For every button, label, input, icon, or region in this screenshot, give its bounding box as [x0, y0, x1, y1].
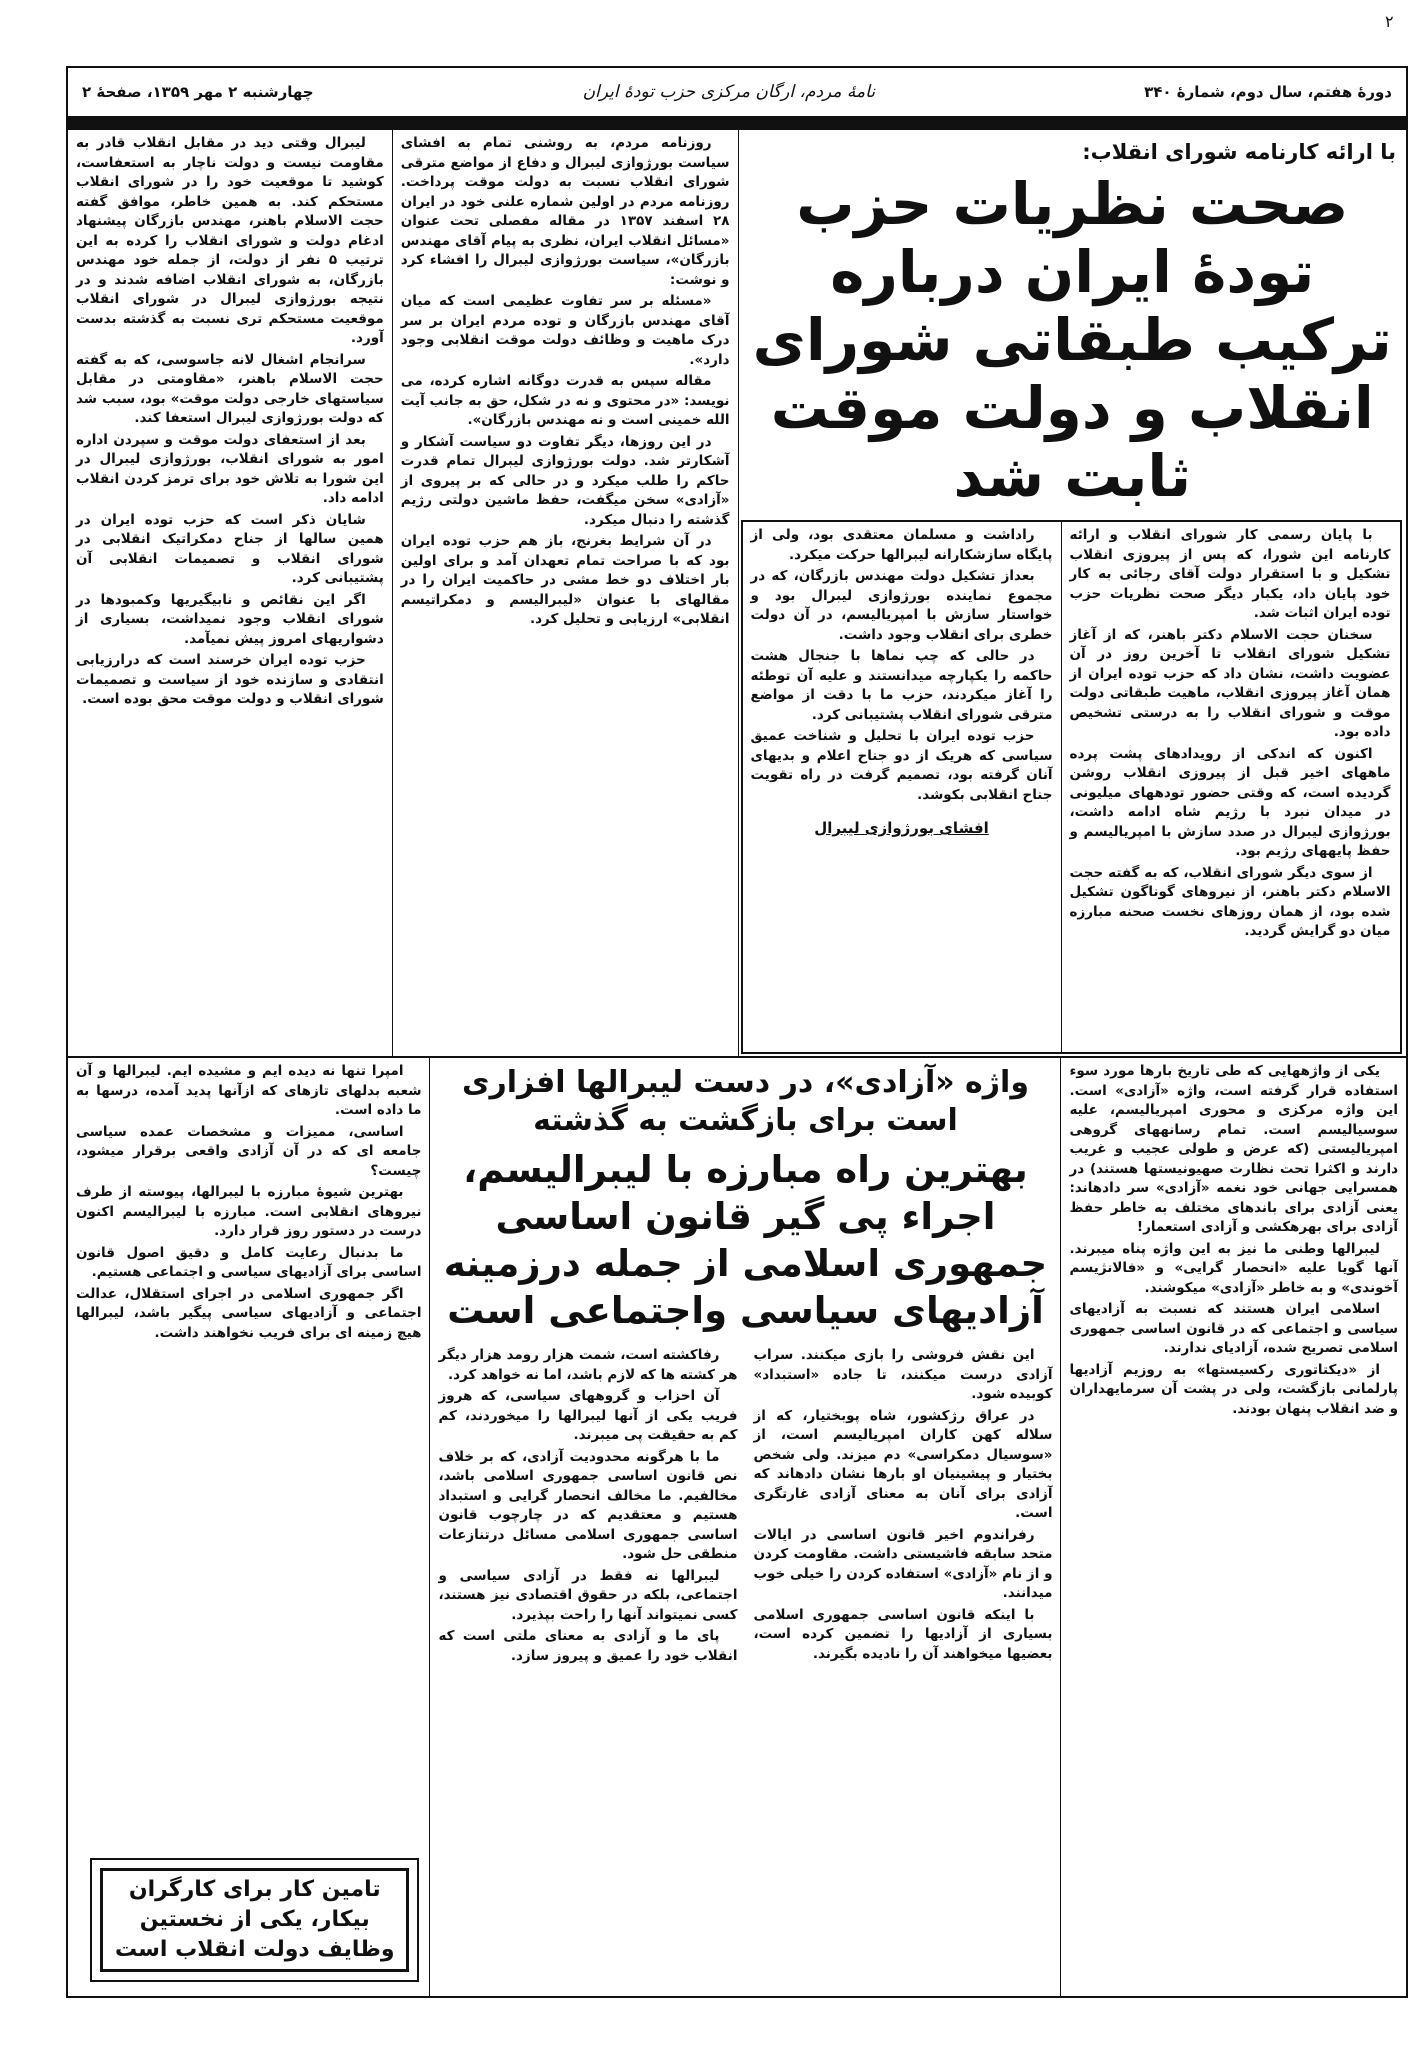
page-number: ۲	[1385, 12, 1394, 31]
paragraph: شایان ذکر است که حزب توده ایران در همین سالها از جناح دمکراتیک انقلابی در شورای انقلاب و تصمیمات انقلابی آن پشتیبانی کرد.	[76, 511, 384, 586]
paragraph: سخنان حجت الاسلام دکتر باهنر، که از آغاز تشکیل شورای انقلاب تا آخرین روز در آن عضویت داشت، نشان داد که حزب توده ایران از همان آغاز پیروزی انقلاب، ماهیت طبقاتی دولت موقت و شورای انقلاب را به درستی تشخیص داده بود.	[1069, 626, 1391, 740]
paragraph: «مسئله بر سر تفاوت عظیمی است که میان آقای مهندس بازرگان و توده مردم ایران بر سر درک ماهیت و وظائف دولت موقت انقلابی وجود دارد».	[400, 293, 730, 368]
paragraph: اساسی، ممیزات و مشخصات عمده سیاسی جامعه ای که در آن آزادی واقعی برقرار میشود، چیست؟	[76, 1123, 422, 1179]
article1-frame	[66, 128, 1408, 1058]
paragraph: رفراندوم اخیر قانون اساسی در ایالات متحد سابقه فاشیستی داشت. مقاومت کردن و از نام «آزادی» استفاده کردن را خیلی خوب میدانند.	[753, 1526, 1053, 1601]
paragraph: بهترین شیوهٔ مبارزه با لیبرالها، پیوسته از طرف نیروهای انقلابی است. مبارزه با لیبرالیسم اکنون درست در دستور روز قرار دارد.	[76, 1184, 422, 1239]
paragraph: لیبرالها وطنی ما نیز به این واژه پناه میبرند. آنها گویا علیه «انحصار گرایی» و «فالانژیسم آخوندی» و به خاطر «آزادی» میکوشند.	[1069, 1240, 1398, 1296]
paragraph: بعد از استعفای دولت موقت و سپردن اداره امور به شورای انقلاب، بورژوازی لیبرال در این شورا به تلاش خود برای ترمز کردن انقلاب ادامه داد.	[76, 431, 384, 506]
paragraph: سرانجام اشغال لانه جاسوسی، که به گفته حجت الاسلام باهنر، «مقاومتی در مقابل سیاستهای خارجی دولت موقت» بود، سبب شد که دولت بورژوازی لیبرال استعفا کند.	[76, 351, 384, 426]
paragraph: روزنامه مردم، به روشنی تمام به افشای سیاست بورژوازی لیبرال و دفاع از مواضع مترقی شورای انقلاب نسبت به دولت موقت پرداخت. روزنامه مردم در اولین شماره علنی خود در ایران ۲۸ اسفند ۱۳۵۷ در مقاله مفصلی تحت عنوان «مسائل انقلاب ایران، نظری به پیام آقای مهندس بازرگان»، سیاست بورژوازی لیبرال را افشاء کرد و نوشت:	[400, 135, 730, 288]
article1-kicker: با ارائه کارنامه شورای انقلاب:	[1082, 140, 1396, 164]
article1-subhead: افشای بورژوازی لیبرال	[814, 819, 989, 837]
masthead	[66, 66, 1408, 116]
paragraph: در این روزها، دیگر تفاوت دو سیاست آشکار و آشکارتر شد. دولت بورژوازی لیبرال تمام قدرت حاکم را طلب میکرد و در حالی که بر پیروی از «آزادی» سخن میگفت، حفظ ماشین دولتی رژیم گذشته را دنبال میکرد.	[400, 433, 730, 528]
paragraph: یکی از واژههایی که طی تاریخ بارها مورد سوء استفاده قرار گرفته است، واژه «آزادی» است. این واژه مرکزی و محوری امپریالیسم، علیه سوسیالیسم است. تمام رسانههای گروهی امپریالیستی (که عرض و طولی عجیب و غریب دارند و اکثرا تحت نظارت صهیونیستها هستند) در همسرایی جهانی خود نغمه «آزادی» سر دادهاند: یعنی آزادی برای باندهای مختلف به خاطر حفظ آزادی برای بهرهکشی و آزادی استعمار!	[1069, 1063, 1398, 1235]
article1-column-mid	[392, 130, 738, 1056]
paragraph: اکنون که اندکی از رویدادهای پشت پرده ماههای اخیر قبل از پیروزی انقلاب روشن گردیده است، که وقتی حضور تودههای میلیونی در میدان نبرد با رژیم شاه ادامه داشت، بورژوازی لیبرال در صدد سازش با امپریالیسم و حفظ پایههای رژیم بود.	[1069, 745, 1391, 859]
paragraph: لیبرالها نه فقط در آزادی سیاسی و اجتماعی، بلکه در حقوق اقتصادی نیز هستند، کسی نمیتواند آنها را راحت بپذیرد.	[438, 1567, 738, 1623]
article2-frame	[66, 1058, 1408, 1998]
paper-name: نامهٔ مردم، ارگان مرکزی حزب تودهٔ ایران	[582, 82, 876, 102]
paragraph: اسلامی ایران هستند که نسبت به آزادیهای سیاسی و اجتماعی که در قانون اساسی جمهوری اسلامی تصریح شده، آزادیای ندارند.	[1069, 1301, 1398, 1356]
box-article	[90, 1858, 419, 1982]
article2-column-mid	[745, 1342, 1060, 1996]
paragraph: در حالی که چپ نماها با جنجال هشت حاکمه را یکپارچه میدانستند و علیه آن توطئه را آغاز میکردند، حزب ما با دقت از مواضع مترقی شورای انقلاب پشتیبانی کرد.	[750, 648, 1053, 723]
article1-column-left	[68, 130, 392, 1056]
article2-columns	[430, 1342, 1060, 1996]
paragraph: از «دیکتاتوری رکسیستها» به روزیم آزادیها پارلمانی بازگشت، ولی در پشت آن سرمایهداران و ضد انقلاب پنهان بودند.	[1069, 1361, 1398, 1417]
paragraph: از سوی دیگر شورای انقلاب، که به گفته حجت الاسلام دکتر باهنر، از نیروهای گوناگون تشکیل شده بود، از همان روزهای نخست صحنه مبارزه میان دو گرایش گردید.	[1069, 864, 1391, 939]
paragraph: اگر این نقائص و نابیگیریها وکمبودها در شورای انقلاب وجود نمیداشت، بسیاری از دشواریهای امروز پیش نمیآمد.	[76, 591, 384, 647]
paragraph: با اینکه قانون اساسی جمهوری اسلامی بسیاری از آزادیها را تضمین کرده است، بعضیها میخواهند آن را نادیده بگیرند.	[753, 1606, 1053, 1662]
paragraph: در آن شرایط بغرنج، باز هم حزب توده ایران بود که با صراحت تمام تعهدان آمد و برای اولین بار اختلاف دو خط مشی در حاکمیت ایران را در مقالهای با عنوان «لیبرالیسم و دمکراتیسم انقلابی» ارزیابی و تحلیل کرد.	[400, 533, 730, 627]
paragraph: بعداز تشکیل دولت مهندس بازرگان، که در مجموع نماینده بورژوازی لیبرال بود و خواستار سازش با امپریالیسم، در آن دولت خطری برای انقلاب وجود داشت.	[750, 568, 1053, 643]
article2-column-midleft	[430, 1342, 745, 1996]
article1-headline: صحت نظریات حزب تودهٔ ایران درباره ترکیب طبقاتی شورای انقلاب و دولت موقت ثابت شد	[752, 170, 1392, 510]
paragraph: حزب توده ایران با تحلیل و شناخت عمیق سیاسی که هریک از دو جناح اعلام و بدیهای آنان گرفته بود، تصمیم گرفت در راه تقویت جناح انقلابی بکوشد.	[750, 728, 1053, 803]
paragraph: اگر جمهوری اسلامی در اجرای استقلال، عدالت اجتماعی و آزادیهای سیاسی پیگیر باشد، لیبرالها هیچ زمینه ای برای فریب نخواهند داشت.	[76, 1285, 422, 1341]
paragraph: راداشت و مسلمان معتقدی بود، ولی از پایگاه سازشکارانه لیبرالها حرکت میکرد.	[750, 527, 1053, 563]
article1-column-right	[1061, 522, 1399, 1052]
paragraph: با پایان رسمی کار شورای انقلاب و ارائه کارنامه این شورا، که پس از پیروزی انقلاب تشکیل و با استقرار دولت آقای رجائی به کار خود پایان داد، یکبار دیگر صحت نظریات حزب توده ایران اثبات شد.	[1069, 527, 1391, 621]
issue-date: چهارشنبه ۲ مهر ۱۳۵۹، صفحهٔ ۲	[82, 83, 314, 101]
paragraph: در عراق رژکشور، شاه پوبختیار، که از سلاله کهن کاران امپریالیسم است، از «سوسیال دمکراسی» دم میزند. ولی شخص بختیار و پیشینیان او بارها نشان دادهاند که آزادی برای آنان به معنای آزادی غارتگری است.	[753, 1407, 1053, 1521]
article1-box-left	[743, 522, 1061, 1052]
paragraph: ما با هرگونه محدودیت آزادی، که بر خلاف نص قانون اساسی جمهوری اسلامی باشد، مخالفیم. ما مخالف انحصار گرایی و استبداد هستیم و معتقدیم که در چارچوب قانون اساسی جمهوری اسلامی مسائل درتنازعات منطقی حل شود.	[438, 1448, 738, 1562]
paragraph: مقاله سپس به قدرت دوگانه اشاره کرده، می نویسد: «در محتوی و نه در شکل، حق به جانب آیت الله خمینی است و نه مهندس بازرگان».	[400, 373, 730, 428]
article2-column-right	[1060, 1058, 1406, 1996]
article1-inner-box	[741, 520, 1402, 1054]
article2-left-region	[68, 1058, 429, 1996]
paragraph: رفاکشته است، شمت هزار رومد هزار دیگر هر کشته ها که لازم باشد، اما نه خواهد کرد.	[438, 1347, 738, 1383]
box-article-headline: تامین کار برای کارگران بیکار، یکی از نخستین وظایف دولت انقلاب است	[100, 1868, 409, 1972]
article2-main	[429, 1058, 1060, 1996]
paragraph: ما بدنبال رعایت کامل و دقیق اصول قانون اساسی برای آزادیهای سیاسی و اجتماعی هستیم.	[76, 1244, 422, 1280]
paragraph: آن احزاب و گروههای سیاسی، که هروز فریب یکی از آنها لیبرالها را میخوردند، کم کم به حقیقت پی میبرند.	[438, 1388, 738, 1443]
article2-headline-a: واژه «آزادی»، در دست لیبرالها افزاری است برای بازگشت به گذشته	[461, 1065, 1029, 1138]
issue-info: دورهٔ هفتم، سال دوم، شمارهٔ ۳۴۰	[1144, 83, 1392, 101]
paragraph: حزب توده ایران خرسند است که درارزیابی انتقادی و سازنده خود از سیاست و تصمیمات شورای انقلاب و دولت موقت محق بوده است.	[76, 652, 384, 707]
article2-headline-b: بهترین راه مبارزه با لیبرالیسم، اجراء پی گیر قانون اساسی جمهوری اسلامی از جمله درزمینه آزادیهای سیاسی واجتماعی است	[443, 1148, 1048, 1332]
article1-main	[738, 130, 1406, 1056]
page-flow	[66, 128, 1408, 1998]
paragraph: پای ما و آزادی به معنای ملتی است که انقلاب خود را عمیق و پیروز سازد.	[438, 1628, 738, 1664]
paragraph: امپرا تنها نه دیده ایم و مشیده ایم. لیبرالها و آن شعبه بدلهای تازهای که ازآنها پدید آمده، درسها به ما داده است.	[76, 1063, 422, 1118]
paragraph: این نقش فروشی را بازی میکنند. سراب آزادی درست میکنند، تا جاده «استبداد» کوبیده شود.	[753, 1347, 1053, 1402]
paragraph: لیبرال وقتی دید در مقابل انقلاب قادر به مقاومت نیست و دولت ناچار به استعفاست، کوشید تا موقعیت خود را در شورای انقلاب مستحکم کند. به همین خاطر، موافق گفته حجت الاسلام باهنر، مهندس بازرگان پیشنهاد ادغام دولت و شورای انقلاب را کرده به این ترتیب ۵ نفر از دولت، از جمله خود مهندس بازرگان، به شورای انقلاب اضافه شدند و در نتیجه بورژوازی لیبرال در شورای انقلاب موقعیت مستحکم تری نسبت به گذشته بدست آورد.	[76, 135, 384, 346]
article2-column-left	[68, 1058, 429, 1349]
article1-column-box-left	[743, 522, 1061, 811]
